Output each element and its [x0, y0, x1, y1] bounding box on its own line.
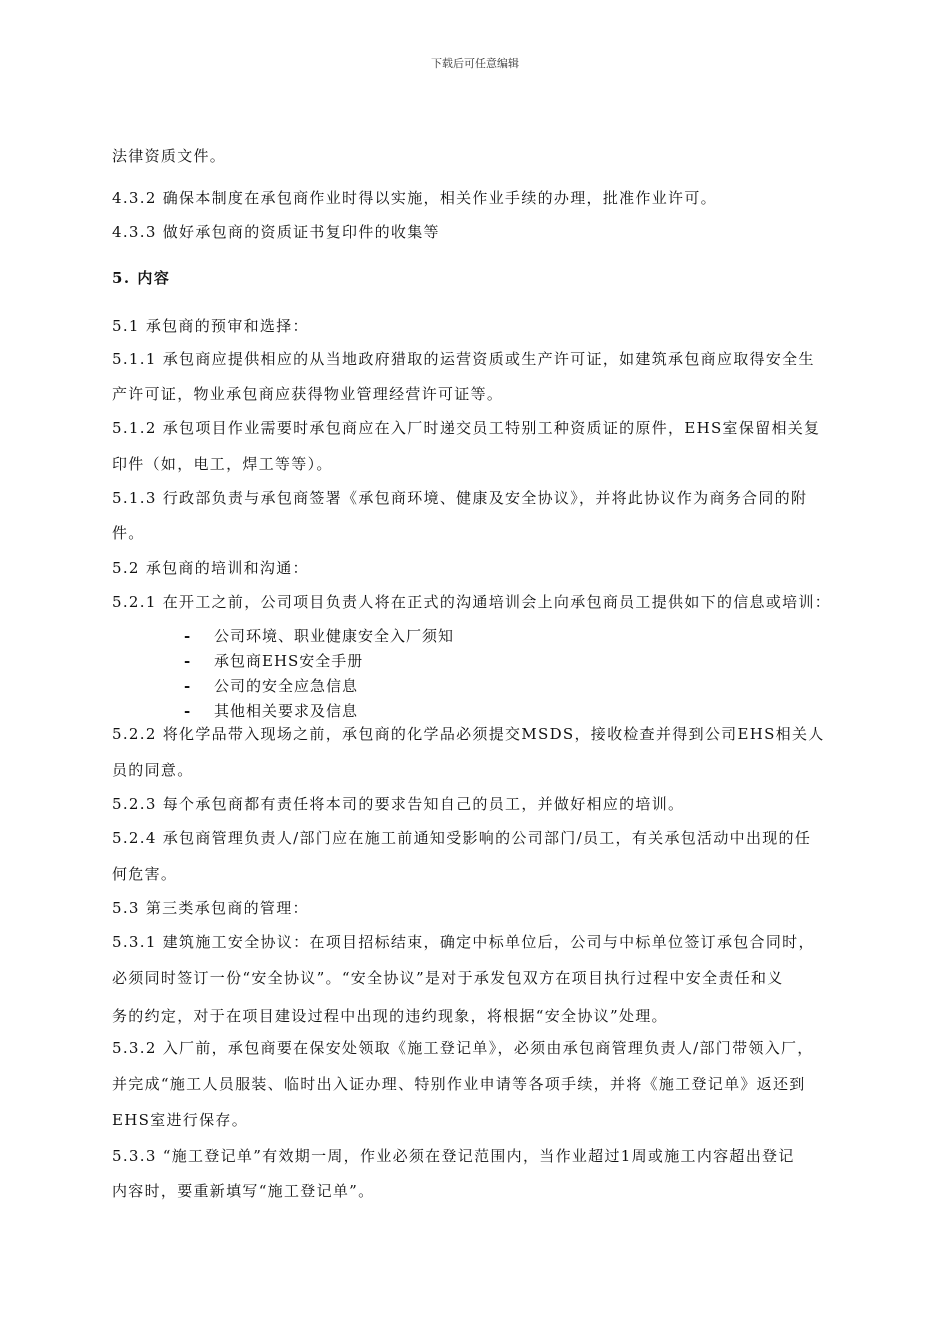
paragraph-line: 务的约定，对于在项目建设过程中出现的违约现象，将根据“安全协议”处理。	[112, 1007, 668, 1025]
list-item-text: 公司的安全应急信息	[214, 677, 359, 695]
paragraph-line: 何危害。	[112, 865, 178, 883]
paragraph-line: 产许可证，物业承包商应获得物业管理经营许可证等。	[112, 385, 504, 403]
dash-bullet: -	[184, 652, 191, 670]
subsection-heading: 5.2 承包商的培训和沟通：	[112, 559, 309, 577]
list-item-text: 其他相关要求及信息	[214, 702, 359, 720]
paragraph-line: 内容时，要重新填写“施工登记单”。	[112, 1182, 375, 1200]
section-heading: 5. 内容	[112, 269, 171, 287]
paragraph-line: 件。	[112, 524, 145, 542]
paragraph-line: EHS室进行保存。	[112, 1111, 249, 1129]
paragraph-line: 5.2.3 每个承包商都有责任将本司的要求告知自己的员工，并做好相应的培训。	[112, 795, 685, 813]
paragraph-line: 必须同时签订一份“安全协议”。“安全协议”是对于承发包双方在项目执行过程中安全责任和义	[112, 969, 784, 987]
list-item-text: 承包商EHS安全手册	[214, 652, 364, 670]
paragraph-line: 4.3.3 做好承包商的资质证书复印件的收集等	[112, 223, 440, 241]
paragraph-line: 印件（如，电工，焊工等等）。	[112, 455, 333, 473]
paragraph-line: 5.3.2 入厂前，承包商要在保安处领取《施工登记单》，必须由承包商管理负责人/部门带领入厂，	[112, 1039, 814, 1057]
paragraph-line: 员的同意。	[112, 761, 194, 779]
page-header: 下载后可任意编辑	[431, 57, 519, 70]
paragraph-line: 5.1.3 行政部负责与承包商签署《承包商环境、健康及安全协议》，并将此协议作为商务合同的附	[112, 489, 808, 507]
paragraph-line: 法律资质文件。	[112, 147, 227, 165]
list-item-text: 公司环境、职业健康安全入厂须知	[214, 627, 455, 645]
paragraph-line: 5.2.4 承包商管理负责人/部门应在施工前通知受影响的公司部门/员工，有关承包活动中出现的任	[112, 829, 812, 847]
paragraph-line: 5.2.2 将化学品带入现场之前，承包商的化学品必须提交MSDS，接收检查并得到公司EHS相关人	[112, 725, 825, 743]
subsection-heading: 5.1 承包商的预审和选择：	[112, 317, 309, 335]
paragraph-line: 5.3.3 “施工登记单”有效期一周，作业必须在登记范围内，当作业超过1周或施工内容超出登记	[112, 1147, 795, 1165]
paragraph-line: 并完成“施工人员服装、临时出入证办理、特别作业申请等各项手续，并将《施工登记单》返还到	[112, 1075, 806, 1093]
subsection-heading: 5.3 第三类承包商的管理：	[112, 899, 309, 917]
paragraph-line: 4.3.2 确保本制度在承包商作业时得以实施，相关作业手续的办理，批准作业许可。	[112, 189, 717, 207]
paragraph-line: 5.2.1 在开工之前，公司项目负责人将在正式的沟通培训会上向承包商员工提供如下的信息或培训：	[112, 593, 832, 611]
paragraph-line: 5.1.2 承包项目作业需要时承包商应在入厂时递交员工特别工种资质证的原件，EHS室保留相关复	[112, 419, 821, 437]
dash-bullet: -	[184, 677, 191, 695]
paragraph-line: 5.1.1 承包商应提供相应的从当地政府猎取的运营资质或生产许可证，如建筑承包商应取得安全生	[112, 350, 815, 368]
paragraph-line: 5.3.1 建筑施工安全协议：在项目招标结束，确定中标单位后，公司与中标单位签订承包合同时，	[112, 933, 815, 951]
dash-bullet: -	[184, 702, 191, 720]
dash-bullet: -	[184, 627, 191, 645]
